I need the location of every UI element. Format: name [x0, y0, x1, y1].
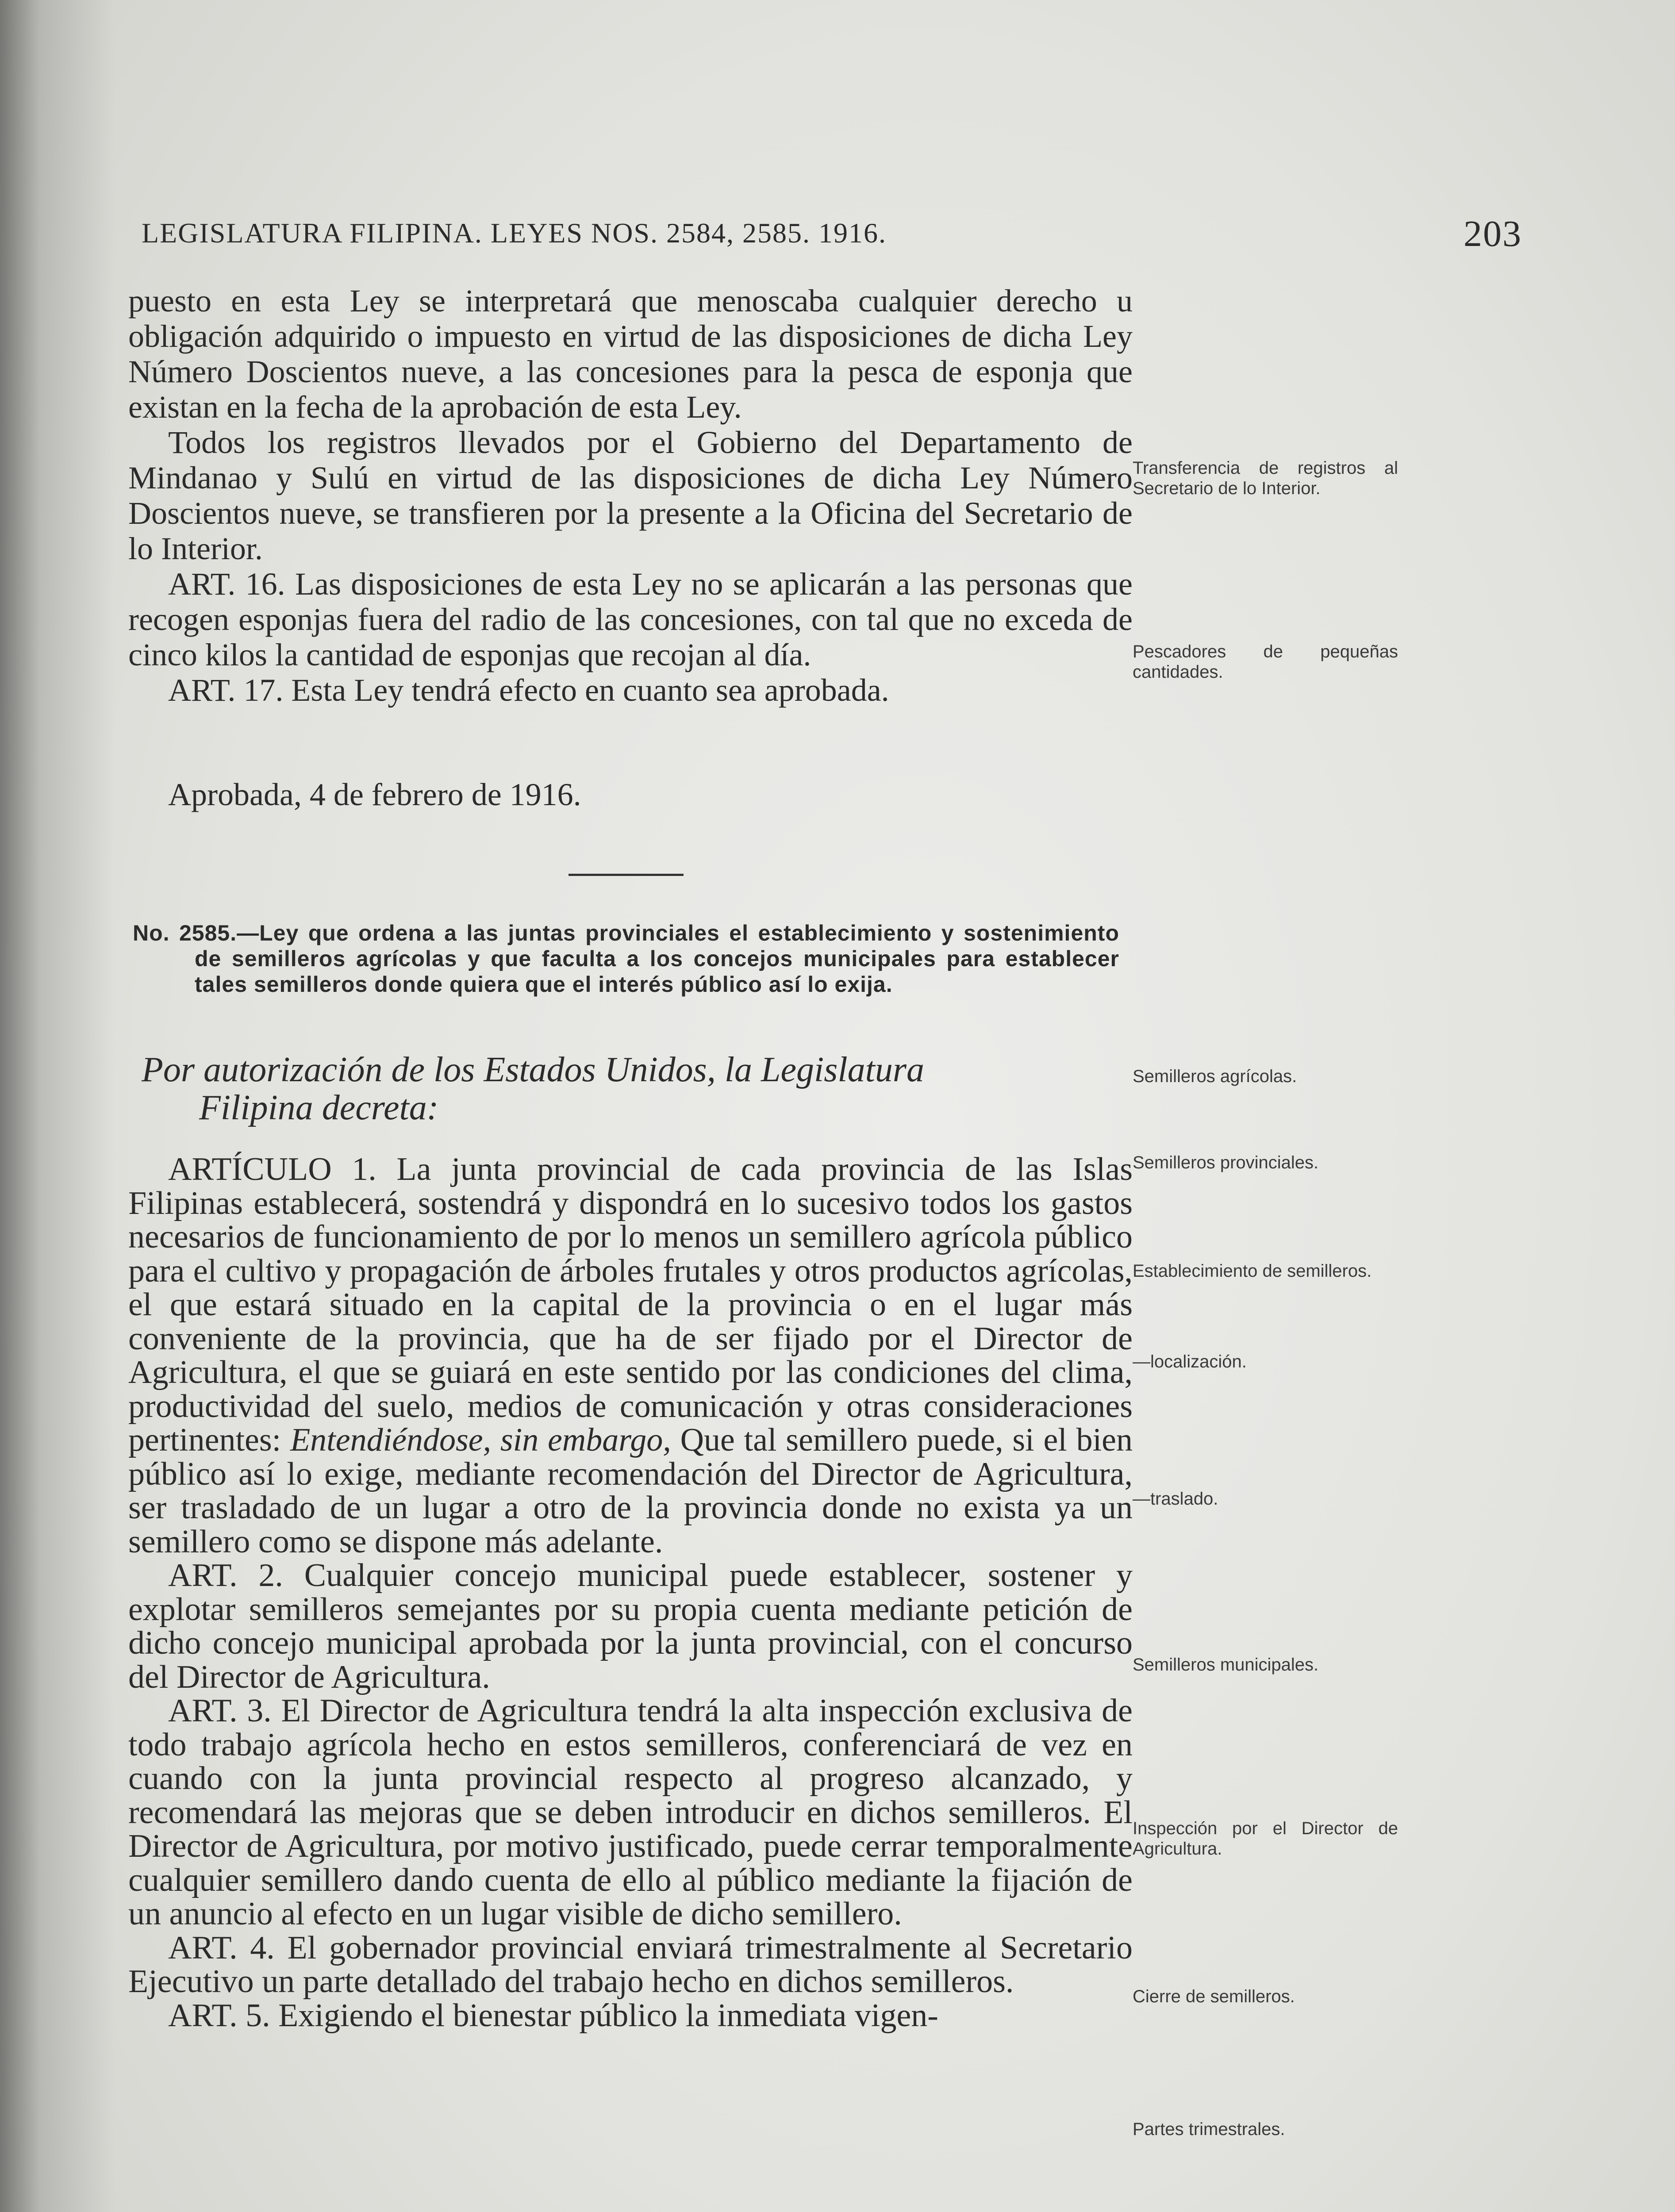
margin-note-municipal-nurseries: Semilleros municipales. [1133, 1655, 1319, 1674]
approval-date: Aprobada, 4 de febrero de 1916. [168, 777, 581, 812]
article-17-text: Esta Ley tendrá efecto en cuanto sea aprobada. [291, 672, 889, 708]
article-4-text: El gobernador provincial enviará trimestralmente al Secretario Ejecutivo un parte detallado del trabajo hecho en dichos semilleros. [128, 1929, 1133, 2000]
continued-text [128, 283, 1133, 708]
margin-note-inspection: Inspección por el Director de Agricultura. [1133, 1819, 1398, 1859]
margin-note-transfer: —traslado. [1133, 1489, 1218, 1509]
article-5-label: ART. 5. [168, 1997, 270, 2034]
article-4-label: ART. 4. [168, 1929, 275, 1966]
margin-note-agricultural-nurseries: Semilleros agrícolas. [1133, 1067, 1297, 1086]
enacting-clause-line1: Por autorización de los Estados Unidos, la Legislatura [142, 1050, 924, 1089]
enacting-clause [142, 1051, 1133, 1127]
article-2-text: Cualquier concejo municipal puede establecer, sostener y explotar semilleros semejantes por su propia cuenta mediante petición de dicho concejo municipal aprobada por la junta provincial, con el concurso del Director de Agricultura. [128, 1557, 1133, 1695]
margin-note-establishment: Establecimiento de semilleros. [1133, 1261, 1372, 1281]
law-2585-body [128, 1152, 1133, 2032]
law-2585-summary-text: No. 2585.—Ley que ordena a las juntas provinciales el establecimiento y sostenimiento de semilleros agrícolas y que faculta a los concejos municipales para establecer tales semilleros donde quiera que el interés público así lo exija. [133, 921, 1119, 997]
article-1-proviso-italic: Entendiéndose, sin embargo, [290, 1422, 671, 1458]
article-1-text: La junta provincial de cada provincia de las Islas Filipinas establecerá, sostendrá y dispondrá en lo sucesivo todos los gastos necesarios de funcionamiento de por lo menos un semillero agrícola público para el cultivo y propagación de árboles frutales y otros productos agrícolas, el que estará situado en la capital de la provincia o en el lugar más conveniente de la provincia, que ha de ser fijado por el Director de Agricultura, el que se guiará en este sentido por las condiciones del clima, productividad del suelo, medios de comunicación y otras consideraciones pertinentes: [128, 1151, 1133, 1458]
article-16-text: Las disposiciones de esta Ley no se aplicarán a las personas que recogen esponjas fuera del radio de las concesiones, con tal que no exceda de cinco kilos la cantidad de esponjas que recojan al día. [128, 566, 1133, 672]
article-1-label: ARTÍCULO 1. [168, 1151, 376, 1187]
margin-note-quarterly-reports: Partes trimestrales. [1133, 2120, 1285, 2139]
article-1 [128, 1152, 1133, 1559]
paragraph-records-transfer: Todos los registros llevados por el Gobierno del Departamento de Mindanao y Sulú en virtud de las disposiciones de dicha Ley Número Doscientos nueve, se transfieren por la presente a la Oficina del Secretario de lo Interior. [128, 425, 1133, 566]
article-5-text: Exigiendo el bienestar público la inmediata vigen- [278, 1997, 938, 2034]
article-3-label: ART. 3. [168, 1693, 272, 1729]
article-16-label: ART. 16. [168, 566, 285, 602]
running-head [142, 212, 1522, 261]
article-16 [128, 566, 1133, 672]
margin-note-closure: Cierre de semilleros. [1133, 1987, 1295, 2006]
law-2585-summary [133, 920, 1119, 997]
article-3-text: El Director de Agricultura tendrá la alta inspección exclusiva de todo trabajo agrícola hecho en estos semilleros, conferenciará de vez en cuando con la junta provincial respecto al progreso alcanzado, y recomendará las mejoras que se deben introducir en dichos semilleros. El Director de Agricultura, por motivo justificado, puede cerrar temporalmente cualquier semillero dando cuenta de ello al público mediante la fijación de un anuncio al efecto en un lugar visible de dicho semillero. [128, 1693, 1133, 1932]
page-number: 203 [1464, 213, 1522, 254]
paragraph-continuation: puesto en esta Ley se interpretará que menoscaba cualquier derecho u obligación adquirido o impuesto en virtud de las disposiciones de dicha Ley Número Doscientos nueve, a las concesiones para la pesca de esponja que existan en la fecha de la aprobación de esta Ley. [128, 283, 1133, 425]
margin-note-location: —localización. [1133, 1352, 1247, 1371]
article-17 [128, 672, 1133, 708]
article-17-label: ART. 17. [168, 672, 284, 708]
margin-note-small-fishers: Pescadores de pequeñas cantidades. [1133, 642, 1398, 682]
article-4 [128, 1931, 1133, 1999]
enacting-clause-line2: Filipina decreta: [199, 1088, 439, 1127]
article-3 [128, 1694, 1133, 1931]
article-5 [128, 1999, 1133, 2033]
article-2-label: ART. 2. [168, 1557, 283, 1594]
article-1-proviso-text: Que tal semillero puede, si el bien público así lo exige, mediante recomendación del Director de Agricultura, ser trasladado de un lugar a otro de la provincia donde no exista ya un semillero como se dispone más adelante. [128, 1422, 1133, 1560]
running-head-title: LEGISLATURA FILIPINA. LEYES NOS. 2584, 2585. 1916. [142, 217, 887, 249]
article-2 [128, 1559, 1133, 1694]
section-divider [569, 874, 684, 876]
margin-note-provincial-nurseries: Semilleros provinciales. [1133, 1153, 1319, 1172]
margin-note-records-transfer: Transferencia de registros al Secretario de lo Interior. [1133, 458, 1398, 498]
